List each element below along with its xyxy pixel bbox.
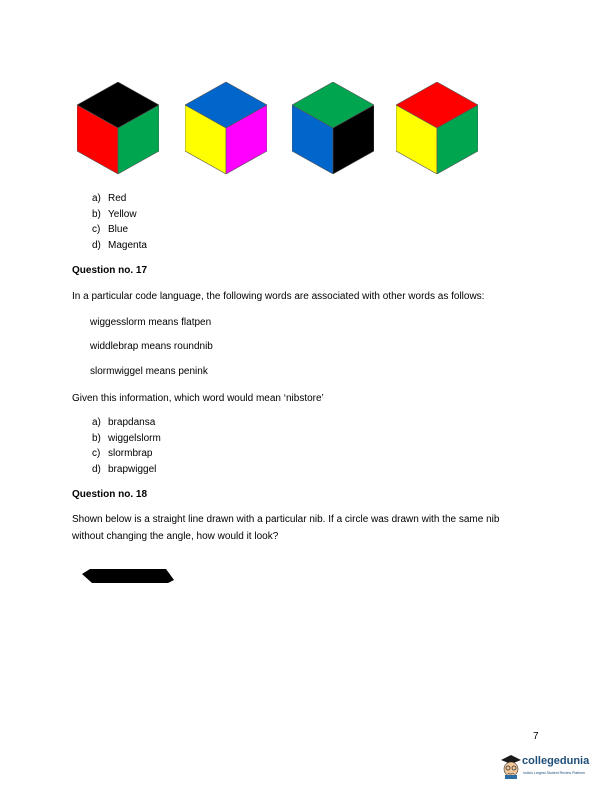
q17-code-2: widdlebrap means roundnib (90, 341, 213, 352)
q17-option-d: d) brapwiggel (92, 463, 157, 475)
cube-4 (396, 82, 478, 174)
q16-option-a: a) Red (92, 193, 127, 204)
q17-option-b: b) wiggelslorm (92, 432, 161, 444)
q17-heading: Question no. 17 (72, 265, 148, 276)
logo-name: collegedunia (522, 755, 590, 767)
q16-option-d: d) Magenta (92, 239, 147, 251)
q17-option-c: c) slormbrap (92, 448, 153, 459)
q17-question: Given this information, which word would mean ‘nibstore’ (72, 393, 324, 404)
q17-option-a: a) brapdansa (92, 417, 156, 428)
cube-2 (185, 82, 267, 174)
q17-code-1: wiggesslorm means flatpen (90, 317, 212, 328)
q17-code-3: slormwiggel means penink (90, 366, 208, 377)
q17-options (92, 415, 161, 477)
q16-option-c: c) Blue (92, 224, 129, 235)
cube-3 (292, 82, 374, 174)
q18-heading: Question no. 18 (72, 489, 148, 500)
mascot-icon (500, 754, 522, 780)
q18-text: Shown below is a straight line drawn with a particular nib. If a circle was drawn with the same nib without changing the angle, how would it look? (72, 514, 500, 542)
logo-tagline: India's Largest Student Review Platform (523, 771, 586, 775)
page-number: 7 (533, 731, 539, 742)
cube-1 (77, 82, 159, 174)
q17-intro: In a particular code language, the following words are associated with other words as follows: (72, 291, 485, 302)
q16-option-b: b) Yellow (92, 208, 137, 220)
nib-stroke (82, 568, 178, 586)
q16-options (92, 191, 147, 253)
collegedunia-logo (500, 754, 605, 784)
